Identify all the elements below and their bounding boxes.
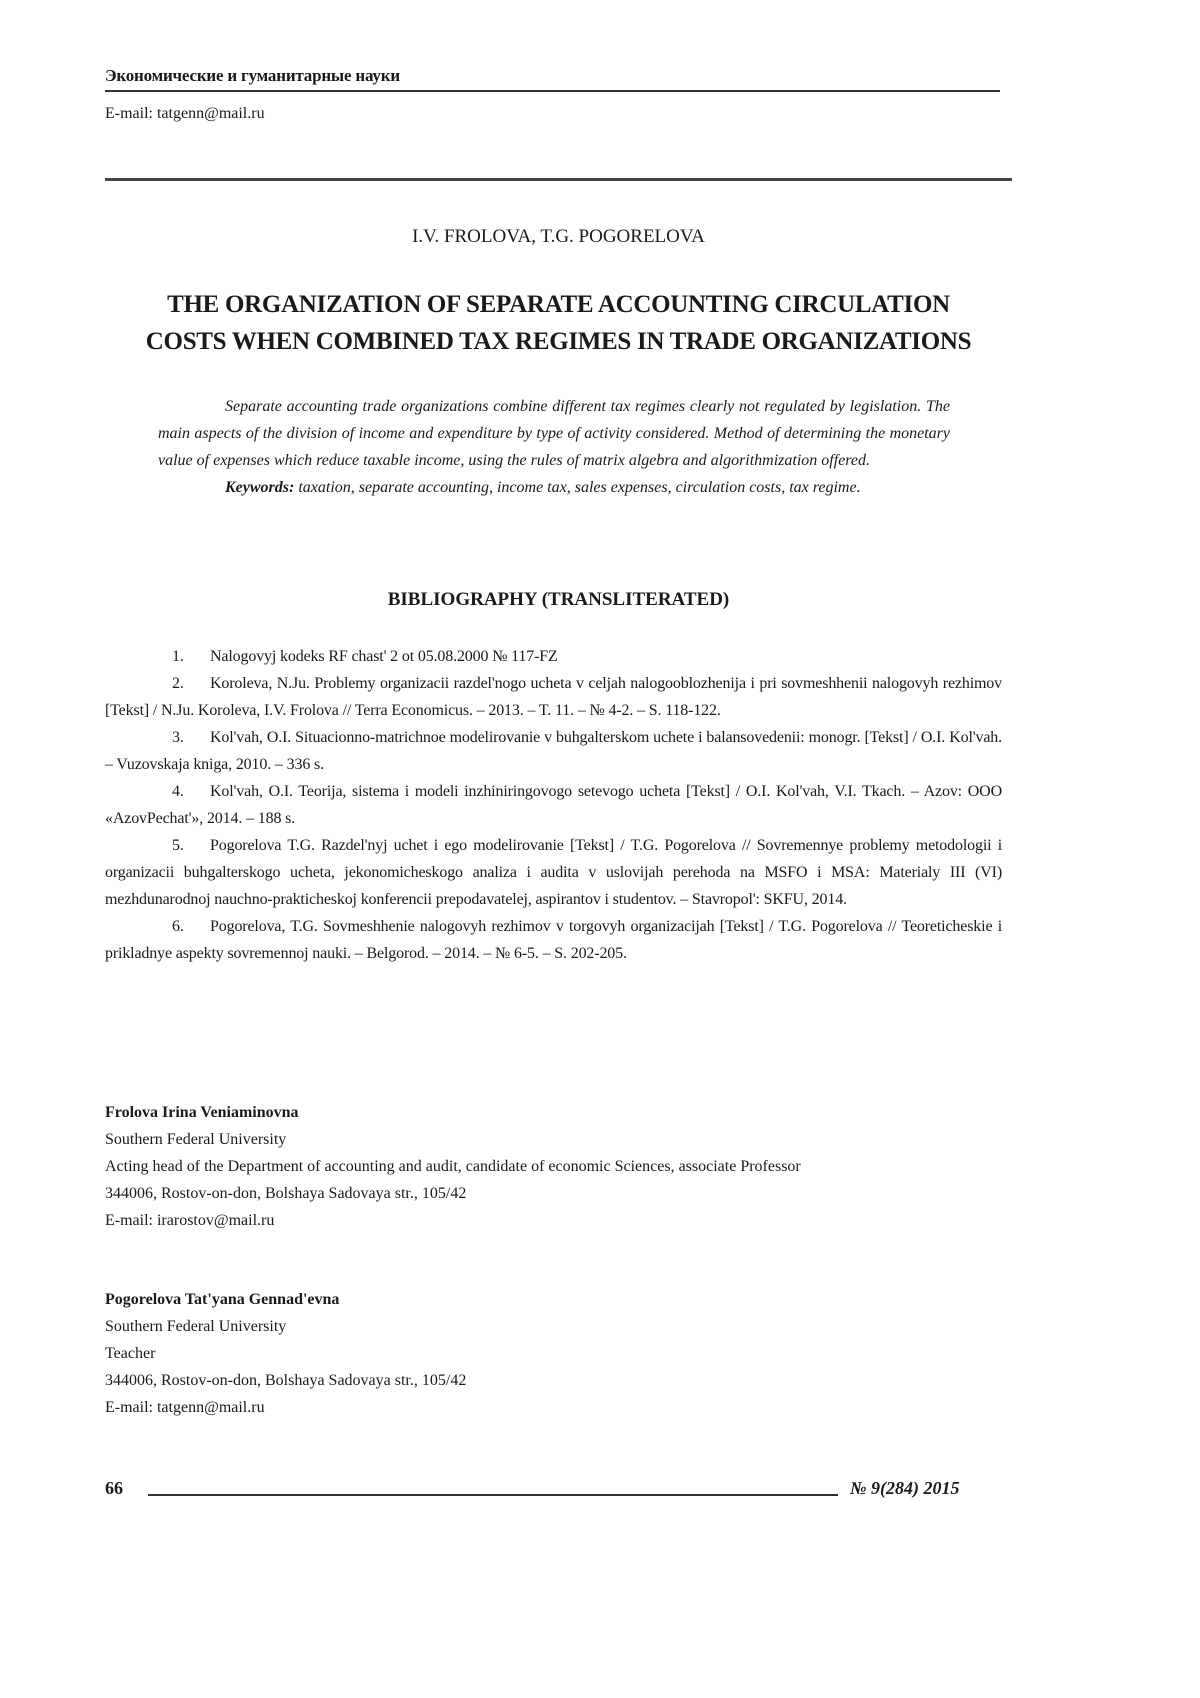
author-email: E-mail: irarostov@mail.ru bbox=[105, 1207, 801, 1234]
article-authors: I.V. FROLOVA, T.G. POGORELOVA bbox=[0, 226, 1117, 248]
article-title bbox=[100, 286, 1017, 360]
item-text: Pogorelova, T.G. Sovmeshhenie nalogovyh rezhimov v torgovyh organizacijah [Tekst] / T.G. Pogorelova // Teoreticheskie i prikladnye aspekty sovremennoj nauki. – Belgorod. – 2014. – № 6-5. – S. 202-205. bbox=[105, 918, 1002, 962]
item-text: Kol'vah, O.I. Teorija, sistema i modeli inzhiniringovogo setevogo ucheta [Tekst] / O.I. Kol'vah, V.I. Tkach. – Azov: OOO «AzovPechat'», 2014. – 188 s. bbox=[105, 783, 1002, 827]
author-name: Pogorelova Tat'yana Gennad'evna bbox=[105, 1286, 466, 1313]
abstract-text: Separate accounting trade organizations combine different tax regimes clearly not regulated by legislation. The main aspects of the division of income and expenditure by type of activity considered. Method of determining the monetary value of expenses which reduce taxable income, using the rules of matrix algebra and algorithmization offered. bbox=[158, 393, 950, 474]
section-divider bbox=[105, 178, 1012, 181]
bibliography-item bbox=[105, 913, 1002, 967]
previous-article-email: E-mail: tatgenn@mail.ru bbox=[105, 105, 265, 123]
issue-number: № 9(284) 2015 bbox=[850, 1478, 959, 1499]
keywords-label: Keywords: bbox=[225, 479, 294, 496]
footer-rule bbox=[148, 1494, 838, 1496]
item-number: 6. bbox=[172, 913, 210, 940]
author-affiliation: Southern Federal University bbox=[105, 1126, 801, 1153]
item-text: Pogorelova T.G. Razdel'nyj uchet i ego modelirovanie [Tekst] / T.G. Pogorelova // Sovremennye problemy metodologii i organizacii buhgalterskogo ucheta, jekonomicheskogo analiza i audita v uslovijah perehoda na MSFO i MSA: Materialy III (VI) mezhdunarodnoj nauchno-prakticheskoj konferencii prepodavatelej, aspirantov i studentov. – Stavropol': SKFU, 2014. bbox=[105, 837, 1002, 908]
bibliography-list bbox=[105, 643, 1002, 967]
keywords-text: taxation, separate accounting, income tax, sales expenses, circulation costs, tax regime. bbox=[294, 479, 860, 496]
page-number: 66 bbox=[105, 1478, 123, 1499]
bibliography-item bbox=[105, 778, 1002, 832]
item-number: 1. bbox=[172, 643, 210, 670]
title-line-1: THE ORGANIZATION OF SEPARATE ACCOUNTING CIRCULATION bbox=[100, 286, 1017, 323]
bibliography-item bbox=[105, 724, 1002, 778]
title-line-2: COSTS WHEN COMBINED TAX REGIMES IN TRADE ORGANIZATIONS bbox=[100, 323, 1017, 360]
keywords bbox=[158, 474, 950, 501]
author-position: Teacher bbox=[105, 1340, 466, 1367]
author-affiliation: Southern Federal University bbox=[105, 1313, 466, 1340]
author-address: 344006, Rostov-on-don, Bolshaya Sadovaya str., 105/42 bbox=[105, 1367, 466, 1394]
author-address: 344006, Rostov-on-don, Bolshaya Sadovaya str., 105/42 bbox=[105, 1180, 801, 1207]
header-rule bbox=[105, 90, 1000, 92]
bibliography-item bbox=[105, 670, 1002, 724]
author-info-pogorelova bbox=[105, 1286, 466, 1421]
abstract bbox=[158, 393, 950, 501]
author-info-frolova bbox=[105, 1099, 801, 1234]
author-email: E-mail: tatgenn@mail.ru bbox=[105, 1394, 466, 1421]
item-number: 2. bbox=[172, 670, 210, 697]
bibliography-heading: BIBLIOGRAPHY (TRANSLITERATED) bbox=[0, 589, 1117, 611]
author-name: Frolova Irina Veniaminovna bbox=[105, 1099, 801, 1126]
item-text: Koroleva, N.Ju. Problemy organizacii razdel'nogo ucheta v celjah nalogooblozhenija i pri sovmeshhenii nalogovyh rezhimov [Tekst] / N.Ju. Koroleva, I.V. Frolova // Terra Economicus. – 2013. – T. 11. – № 4-2. – S. 118-122. bbox=[105, 675, 1002, 719]
item-number: 5. bbox=[172, 832, 210, 859]
bibliography-item bbox=[105, 832, 1002, 913]
item-text: Nalogovyj kodeks RF chast' 2 ot 05.08.2000 № 117-FZ bbox=[210, 648, 558, 665]
item-number: 4. bbox=[172, 778, 210, 805]
item-text: Kol'vah, O.I. Situacionno-matrichnoe modelirovanie v buhgalterskom uchete i balansovedenii: monogr. [Tekst] / O.I. Kol'vah. – Vuzovskaja kniga, 2010. – 336 s. bbox=[105, 729, 1002, 773]
bibliography-item bbox=[105, 643, 1002, 670]
item-number: 3. bbox=[172, 724, 210, 751]
journal-header: Экономические и гуманитарные науки bbox=[105, 66, 400, 86]
author-position: Acting head of the Department of accounting and audit, candidate of economic Sciences, associate Professor bbox=[105, 1153, 801, 1180]
